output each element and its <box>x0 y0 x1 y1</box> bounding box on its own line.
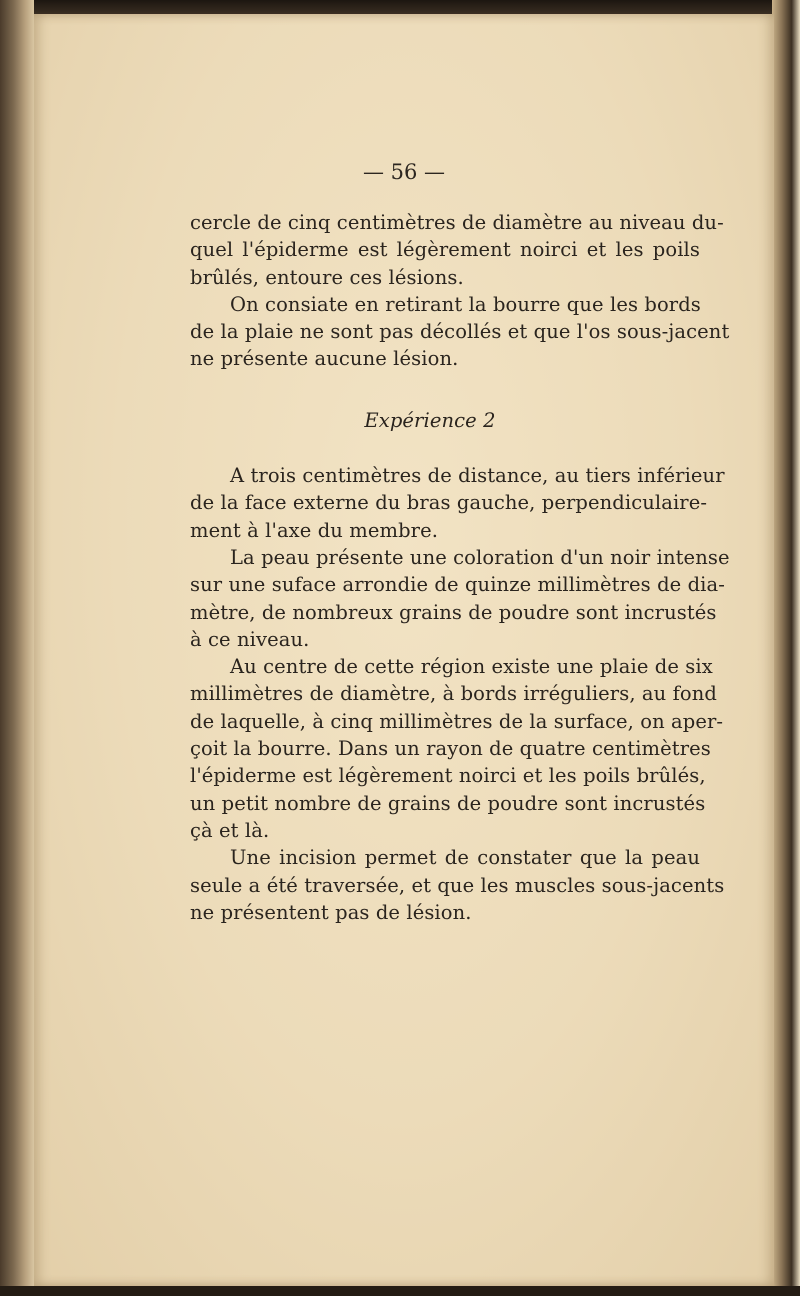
paragraph <box>190 544 730 653</box>
paragraph <box>190 653 724 844</box>
body-text <box>190 209 730 926</box>
text-line: ne présente aucune lésion. <box>190 347 459 371</box>
text-line: l'épiderme est légèrement noirci et les poils brûlés, <box>190 764 706 788</box>
text-line: A trois centimètres de distance, au tiers inférieur <box>230 464 725 488</box>
text-line: çà et là. <box>190 818 270 842</box>
text-line: La peau présente une coloration d'un noir intense <box>230 545 730 569</box>
text-line: de la face externe du bras gauche, perpendiculaire- <box>190 491 708 515</box>
book-page <box>34 14 774 1286</box>
text-line: Une incision permet de constater que la peau <box>230 846 700 870</box>
text-line: à ce niveau. <box>190 627 310 651</box>
text-line: millimètres de diamètre, à bords irréguliers, au fond <box>190 682 718 706</box>
section-heading: Expérience 2 <box>364 408 496 432</box>
text-line: ne présentent pas de lésion. <box>190 900 472 924</box>
paragraph <box>190 209 724 291</box>
text-line: seule a été traversée, et que les muscles sous-jacents <box>190 873 725 897</box>
text-line: cercle de cinq centimètres de diamètre au niveau du- <box>190 211 724 234</box>
paragraph <box>190 844 725 926</box>
paragraph <box>190 462 725 544</box>
text-line: Au centre de cette région existe une plaie de six <box>230 655 713 679</box>
book-binding-edge <box>0 0 34 1296</box>
text-line: sur une suface arrondie de quinze millimètres de dia- <box>190 573 725 597</box>
text-line: ment à l'axe du membre. <box>190 518 439 542</box>
text-line: un petit nombre de grains de poudre sont incrustés <box>190 791 706 815</box>
text-line: On consiate en retirant la bourre que les bords <box>230 292 701 316</box>
top-shadow <box>0 0 800 14</box>
bottom-edge <box>0 1286 800 1296</box>
page-fore-edge <box>772 0 800 1296</box>
text-line: quel l'épiderme est légèrement noirci et les poils <box>190 238 700 262</box>
text-line: çoit la bourre. Dans un rayon de quatre centimètres <box>190 737 711 761</box>
text-line: brûlés, entoure ces lésions. <box>190 265 464 289</box>
page-number: — 56 — <box>362 160 446 184</box>
text-line: mètre, de nombreux grains de poudre sont incrustés <box>190 600 717 624</box>
paragraph <box>190 291 730 373</box>
text-line: de la plaie ne sont pas décollés et que l'os sous-jacent <box>190 320 730 344</box>
text-line: de laquelle, à cinq millimètres de la surface, on aper- <box>190 709 724 733</box>
